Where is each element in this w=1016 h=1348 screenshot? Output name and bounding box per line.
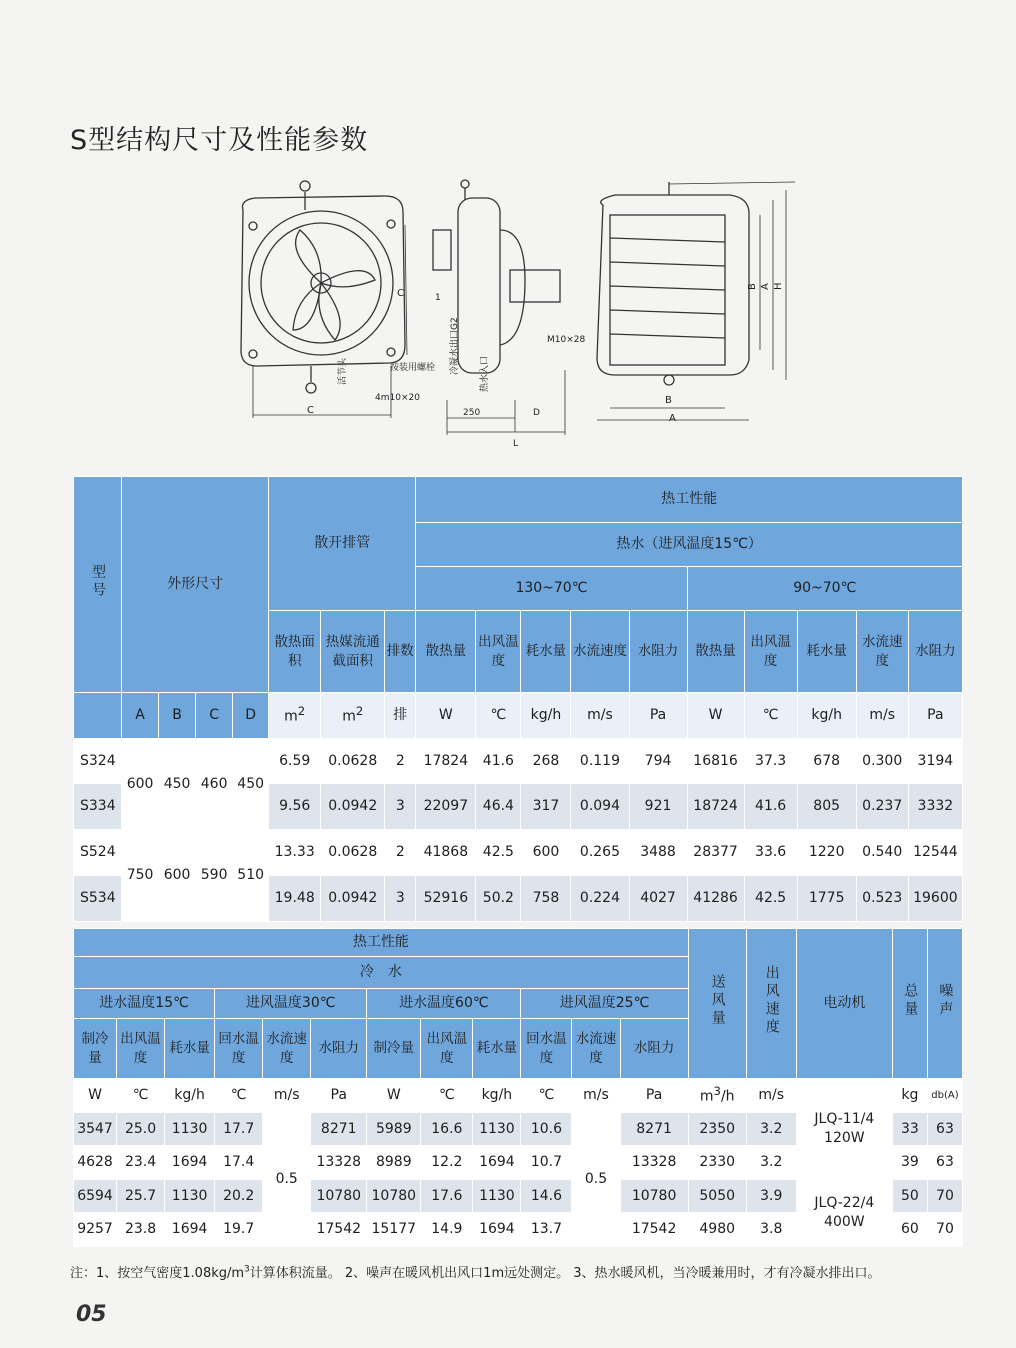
unit-cell: m/s xyxy=(856,693,908,739)
table-cell: 70 xyxy=(927,1213,962,1247)
header-group-3: 进水温度60℃ xyxy=(367,989,521,1019)
table-cell: 17542 xyxy=(311,1213,367,1247)
table-cell: 19600 xyxy=(908,876,962,922)
table-cell: 70 xyxy=(927,1180,962,1213)
table-cell: 13328 xyxy=(620,1146,688,1180)
unit-cell: ℃ xyxy=(476,693,521,739)
table-cell: 921 xyxy=(629,784,687,830)
col-header: 制冷量 xyxy=(367,1019,421,1079)
unit-cell: W xyxy=(367,1079,421,1113)
col-header: 回水温度 xyxy=(215,1019,263,1079)
col-header: 出风温度 xyxy=(476,611,521,693)
table-cell: 450 xyxy=(159,739,196,830)
unit-cell: ℃ xyxy=(521,1079,572,1113)
table-cell: 450 xyxy=(233,739,269,830)
drawing-label-bolt-spec: 4m10×20 xyxy=(375,393,420,403)
drawing-label-hot-water: 热水入口 xyxy=(480,355,490,392)
drawing-label-m10: M10×28 xyxy=(547,335,586,345)
table-cell: 17.6 xyxy=(421,1180,473,1213)
table-cell: 1130 xyxy=(473,1180,521,1213)
table-cell: 15177 xyxy=(367,1213,421,1247)
table-cell: 10780 xyxy=(620,1180,688,1213)
table-cell: 3547 xyxy=(74,1113,117,1146)
table-cell: 750 xyxy=(122,830,159,922)
model-cell: S524 xyxy=(74,830,122,876)
table-cell: 17824 xyxy=(416,739,476,784)
table-cell: 4628 xyxy=(74,1146,117,1180)
fan-blade-4 xyxy=(319,283,340,340)
table-cell: 1775 xyxy=(797,876,856,922)
table-cell: 3194 xyxy=(908,739,962,784)
header-group-1: 进水温度15℃ xyxy=(74,989,215,1019)
table-cell: 0.0942 xyxy=(321,876,385,922)
table-cell: 0.265 xyxy=(571,830,629,876)
table-cell: 1130 xyxy=(473,1113,521,1146)
col-header: 水阻力 xyxy=(908,611,962,693)
header-cold-water: 冷 水 xyxy=(74,957,689,989)
unit-cell: W xyxy=(416,693,476,739)
table-cell: 16816 xyxy=(687,739,744,784)
unit-cell: $m^2$ xyxy=(269,693,321,739)
col-header: 水流速度 xyxy=(571,611,629,693)
table-cell: 41868 xyxy=(416,830,476,876)
table-cell: 14.9 xyxy=(421,1213,473,1247)
table-cell: 5050 xyxy=(688,1180,746,1213)
table-cell: 10.6 xyxy=(521,1113,572,1146)
col-header: 耗水量 xyxy=(797,611,856,693)
unit-cell: Pa xyxy=(311,1079,367,1113)
table-cell: 16.6 xyxy=(421,1113,473,1146)
fan-blade-2 xyxy=(321,271,375,287)
table-cell: 37.3 xyxy=(744,739,797,784)
model-cell: S334 xyxy=(74,784,122,830)
fan-blade-3 xyxy=(293,283,321,330)
unit-cell: $m^3/h$ xyxy=(688,1079,746,1113)
table-cell: 600 xyxy=(122,739,159,830)
table-cell: 0.523 xyxy=(856,876,908,922)
table-cell: 14.6 xyxy=(521,1180,572,1213)
shared-speed-2: 0.5 xyxy=(572,1113,620,1247)
table-row xyxy=(74,830,963,876)
drawing-label-a-side: A xyxy=(760,283,771,290)
table-cell: 3488 xyxy=(629,830,687,876)
table-cell: 9257 xyxy=(74,1213,117,1247)
table-cell: 13.33 xyxy=(269,830,321,876)
table-cell: 41.6 xyxy=(476,739,521,784)
col-header: 制冷量 xyxy=(74,1019,117,1079)
model-cell: S324 xyxy=(74,739,122,784)
table-cell: 6594 xyxy=(74,1180,117,1213)
table-cell: 46.4 xyxy=(476,784,521,830)
col-header: 出风温度 xyxy=(744,611,797,693)
table-cell: 18724 xyxy=(687,784,744,830)
table-cell: 1694 xyxy=(473,1213,521,1247)
table-cell: 19.7 xyxy=(215,1213,263,1247)
unit-cell: B xyxy=(159,693,196,739)
table-cell: 12.2 xyxy=(421,1146,473,1180)
drawing-label-joint: 活节头 xyxy=(338,357,348,385)
table-cell: 22097 xyxy=(416,784,476,830)
table-cell: 12544 xyxy=(908,830,962,876)
table-cell: 60 xyxy=(892,1213,927,1247)
motor-cell-2: JLQ-22/4 400W xyxy=(796,1180,892,1247)
header-thermal: 热工性能 xyxy=(74,929,689,957)
unit-cell: ℃ xyxy=(744,693,797,739)
col-header: 热媒流通截面积 xyxy=(321,611,385,693)
header-tubes: 散开排管 xyxy=(269,477,416,611)
col-header: 水流速度 xyxy=(572,1019,620,1079)
table-cell: 17.4 xyxy=(215,1146,263,1180)
cold-water-performance-table xyxy=(73,928,963,1247)
drawing-label-one: 1 xyxy=(435,293,441,303)
unit-cell: C xyxy=(196,693,233,739)
table-cell: 0.237 xyxy=(856,784,908,830)
drawing-label-c: C xyxy=(397,288,404,299)
unit-cell: ℃ xyxy=(117,1079,165,1113)
drawing-label-b-side: B xyxy=(747,283,758,290)
table-cell: 50 xyxy=(892,1180,927,1213)
table-cell: 6.59 xyxy=(269,739,321,784)
table-cell: 2 xyxy=(385,739,416,784)
table-row xyxy=(74,1180,963,1213)
table-cell: 0.0942 xyxy=(321,784,385,830)
table-cell: 4027 xyxy=(629,876,687,922)
page-number: 05 xyxy=(76,1302,107,1327)
table-cell: 10.7 xyxy=(521,1146,572,1180)
col-header: 排数 xyxy=(385,611,416,693)
table-cell: 8271 xyxy=(311,1113,367,1146)
col-header: 出风温度 xyxy=(421,1019,473,1079)
table-cell: 25.7 xyxy=(117,1180,165,1213)
table-cell: 3.2 xyxy=(746,1146,796,1180)
drawing-label-c-bottom: C xyxy=(307,405,314,416)
drawing-label-b-bottom: B xyxy=(665,395,672,406)
table-cell: 33 xyxy=(892,1113,927,1146)
table-cell: 1694 xyxy=(473,1146,521,1180)
table-cell: 8271 xyxy=(620,1113,688,1146)
unit-cell: 排 xyxy=(385,693,416,739)
table-cell: 52916 xyxy=(416,876,476,922)
col-header: 水阻力 xyxy=(620,1019,688,1079)
unit-cell: kg/h xyxy=(473,1079,521,1113)
header-group-2: 进风温度30℃ xyxy=(215,989,367,1019)
page-title: S型结构尺寸及性能参数 xyxy=(70,125,369,156)
col-header: 耗水量 xyxy=(473,1019,521,1079)
unit-cell: kg/h xyxy=(165,1079,215,1113)
table-cell: 25.0 xyxy=(117,1113,165,1146)
header-dimensions: 外形尺寸 xyxy=(122,477,269,693)
table-cell: 13328 xyxy=(311,1146,367,1180)
table-cell: 2330 xyxy=(688,1146,746,1180)
table-cell: 678 xyxy=(797,739,856,784)
table-cell: 17542 xyxy=(620,1213,688,1247)
unit-cell: Pa xyxy=(620,1079,688,1113)
table-cell: 1130 xyxy=(165,1180,215,1213)
unit-cell: m/s xyxy=(571,693,629,739)
col-header: 散热量 xyxy=(687,611,744,693)
unit-cell: Pa xyxy=(908,693,962,739)
drawing-label-h-side: H xyxy=(773,282,784,290)
header-range-130-70: 130~70℃ xyxy=(416,567,687,611)
drawing-label-condensate: 冷凝水出口G2 xyxy=(450,317,460,375)
drawing-label-l: L xyxy=(513,439,519,449)
table-cell: 5989 xyxy=(367,1113,421,1146)
table-cell: 41286 xyxy=(687,876,744,922)
table-cell: 4980 xyxy=(688,1213,746,1247)
table-cell: 600 xyxy=(159,830,196,922)
col-header: 散热面积 xyxy=(269,611,321,693)
drawing-label-a-bottom: A xyxy=(669,413,676,424)
table-cell: 0.224 xyxy=(571,876,629,922)
col-header: 水流速度 xyxy=(263,1019,311,1079)
unit-cell: m/s xyxy=(746,1079,796,1113)
col-header: 水流速度 xyxy=(856,611,908,693)
table-cell: 42.5 xyxy=(476,830,521,876)
table-cell: 2350 xyxy=(688,1113,746,1146)
structure-drawing xyxy=(225,170,805,450)
header-airflow: 送风量 xyxy=(688,929,746,1079)
table-cell: 39 xyxy=(892,1146,927,1180)
table-cell: 8989 xyxy=(367,1146,421,1180)
table-cell: 805 xyxy=(797,784,856,830)
header-group-4: 进风温度25℃ xyxy=(521,989,688,1019)
unit-cell: kg/h xyxy=(521,693,571,739)
table-cell: 600 xyxy=(521,830,571,876)
drawing-label-d: D xyxy=(533,408,540,418)
unit-cell: ℃ xyxy=(421,1079,473,1113)
unit-cell: db(A) xyxy=(927,1079,962,1113)
footnotes: 注：1、按空气密度$1.08kg/m^3$计算体积流量。 2、噪声在暖风机出风口1m远处测定。 3、热水暖风机，当冷暖兼用时，才有冷凝水排出口。 xyxy=(70,1264,881,1281)
header-motor: 电动机 xyxy=(796,929,892,1079)
rear-view-housing xyxy=(597,195,749,375)
table-cell: 1220 xyxy=(797,830,856,876)
unit-spacer xyxy=(74,693,122,739)
fan-blade-1 xyxy=(296,230,322,283)
table-cell: 33.6 xyxy=(744,830,797,876)
table-cell: 23.4 xyxy=(117,1146,165,1180)
table-cell: 9.56 xyxy=(269,784,321,830)
table-cell: 0.0628 xyxy=(321,830,385,876)
unit-cell: W xyxy=(687,693,744,739)
table-cell: 758 xyxy=(521,876,571,922)
table-cell: 0.094 xyxy=(571,784,629,830)
table-cell: 317 xyxy=(521,784,571,830)
unit-cell: m/s xyxy=(572,1079,620,1113)
unit-cell: D xyxy=(233,693,269,739)
unit-cell: kg/h xyxy=(797,693,856,739)
table-cell: 10780 xyxy=(311,1180,367,1213)
unit-cell: ℃ xyxy=(215,1079,263,1113)
table-cell: 3.2 xyxy=(746,1113,796,1146)
dimensions-performance-table xyxy=(73,476,963,922)
table-cell: 460 xyxy=(196,739,233,830)
fan-heater-drawing xyxy=(225,170,805,450)
table-cell: 0.300 xyxy=(856,739,908,784)
col-header: 耗水量 xyxy=(521,611,571,693)
unit-cell: Pa xyxy=(629,693,687,739)
table-cell: 1694 xyxy=(165,1213,215,1247)
table-cell: 3.9 xyxy=(746,1180,796,1213)
table-cell: 50.2 xyxy=(476,876,521,922)
table-row xyxy=(74,739,963,784)
col-header: 出风温度 xyxy=(117,1019,165,1079)
table-cell: 17.7 xyxy=(215,1113,263,1146)
table-cell: 41.6 xyxy=(744,784,797,830)
table-cell: 13.7 xyxy=(521,1213,572,1247)
col-header: 回水温度 xyxy=(521,1019,572,1079)
col-header: 水阻力 xyxy=(629,611,687,693)
table-cell: 268 xyxy=(521,739,571,784)
table-cell: 3 xyxy=(385,876,416,922)
table-cell: 0.540 xyxy=(856,830,908,876)
table-cell: 1130 xyxy=(165,1113,215,1146)
unit-cell: kg xyxy=(892,1079,927,1113)
unit-cell: m/s xyxy=(263,1079,311,1113)
table-cell: 20.2 xyxy=(215,1180,263,1213)
model-cell: S534 xyxy=(74,876,122,922)
col-header: 散热量 xyxy=(416,611,476,693)
table-cell: 590 xyxy=(196,830,233,922)
motor-cell-1: JLQ-11/4 120W xyxy=(796,1079,892,1180)
table-cell: 10780 xyxy=(367,1180,421,1213)
header-model: 型号 xyxy=(74,477,122,693)
table-cell: 2 xyxy=(385,830,416,876)
table-cell: 23.8 xyxy=(117,1213,165,1247)
table-cell: 1694 xyxy=(165,1146,215,1180)
header-thermal: 热工性能 xyxy=(416,477,963,523)
header-hot-water: 热水（进风温度15℃） xyxy=(416,523,963,567)
header-range-90-70: 90~70℃ xyxy=(687,567,962,611)
drawing-label-250: 250 xyxy=(463,408,481,418)
table-cell: 19.48 xyxy=(269,876,321,922)
table-cell: 63 xyxy=(927,1113,962,1146)
unit-cell: A xyxy=(122,693,159,739)
unit-cell: W xyxy=(74,1079,117,1113)
table-cell: 3.8 xyxy=(746,1213,796,1247)
unit-cell: $m^2$ xyxy=(321,693,385,739)
table-cell: 63 xyxy=(927,1146,962,1180)
drawing-label-bolt: 按装用螺栓 xyxy=(390,363,436,373)
header-noise: 噪声 xyxy=(927,929,962,1079)
header-weight: 总量 xyxy=(892,929,927,1079)
side-view-body xyxy=(458,198,500,373)
table-cell: 794 xyxy=(629,739,687,784)
header-out-speed: 出风速度 xyxy=(746,929,796,1079)
col-header: 耗水量 xyxy=(165,1019,215,1079)
table-cell: 510 xyxy=(233,830,269,922)
table-cell: 3332 xyxy=(908,784,962,830)
table-cell: 42.5 xyxy=(744,876,797,922)
table-cell: 0.0628 xyxy=(321,739,385,784)
shared-speed-1: 0.5 xyxy=(263,1113,311,1247)
table-cell: 3 xyxy=(385,784,416,830)
table-cell: 28377 xyxy=(687,830,744,876)
table-cell: 0.119 xyxy=(571,739,629,784)
col-header: 水阻力 xyxy=(311,1019,367,1079)
